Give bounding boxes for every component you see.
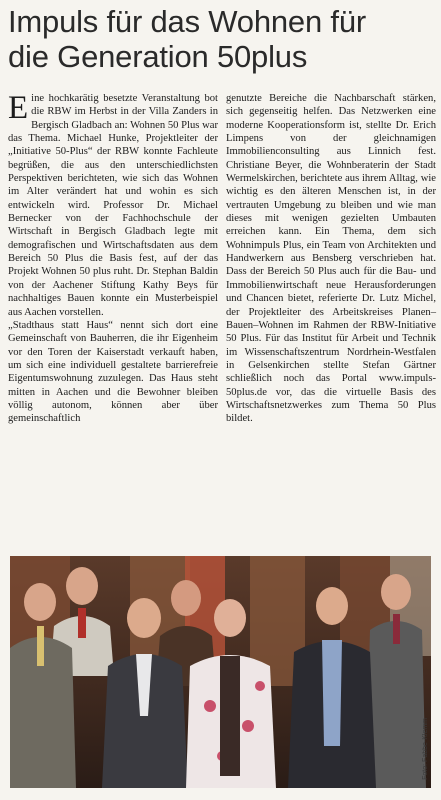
title-line-2: die Generation 50plus [8, 39, 308, 74]
paragraph-intro [8, 92, 218, 319]
group-photo [10, 556, 431, 788]
text-column-left [8, 92, 218, 426]
paragraph-intro-text: ine hochkarätig besetzte Veranstaltung bot die RBW im Herbst in der Villa Zanders in Bergisch Gladbach an: Wohnen 50 Plus war das Thema. Michael Hunke, Projektleiter der „Initiative 50-Plus“ der RBW konnte Fachleute begrüßen, die aus den unterschiedlichsten Perspektiven berichteten, wie sich das Wohnen im Alter verändert hat und wohin es sich entwickeln wird. Professor Dr. Michael Bernecker von der Fachhochschule der Wirtschaft in Bergisch Gladbach legte mit demografischen und Wirtschaftsdaten aus dem Bereich 50 Plus die Basis fest, auf der das Projekt Wohnen 50 plus ruht. Dr. Stephan Baldin von der Aachener Stiftung Kathy Beys für nachhaltiges Bauen konnte ein Musterbeispiel aus Aachen vorstellen. [8, 93, 218, 318]
drop-cap: E [8, 90, 29, 126]
paragraph-continued: genutzte Bereiche die Nachbarschaft stärken, sich gegenseitig helfen. Das Netzwerken eine moderne Kooperationsform ist, stellte Dr. Erich Limpens von der gleichnamigen Immobilienconsulting aus Linnich fest. Christiane Beyer, die Wohnberaterin der Stadt Wermelskirchen, berichtete aus ihrem Alltag, wie wichtig es den älteren Menschen ist, in der vertrauten Umgebung zu bleiben und wie man dieses mit wenigen gezielten Umbauten erreichen kann. Ein Thema, dem sich Wohnimpuls Plus, ein Team von Architekten und Handwerkern aus Bensberg verschrieben hat. Dass der Bereich 50 Plus auch für die Bau- und Immobilienwirtschaft neue Herausforderungen und Chancen bietet, referierte Dr. Lutz Michel, der Projektleiter des Arbeitskreises Planen–Bauen–Wohnen im Rahmen der RBW-Initiative 50 Plus. Für das Institut für Arbeit und Technik im Wissenschaftszentrum Nordrhein-Westfalen in Gelsenkirchen stellte Stefan Gärtner schließlich noch das Portal www.impuls-50plus.de vor, das die virtuelle Basis des Wirtschaftsnetzwerkes zum Thema 50 Plus bildet. [226, 93, 436, 425]
paragraph-stadthaus: „Stadthaus statt Haus“ nennt sich dort eine Gemeinschaft von Bauherren, die ihr Eigenheim vor den Toren der Kaiserstadt verkauft haben, um sich eine individuell gestaltete barrierefreie Eigentumswohnung zuzulegen. Das Haus steht mitten in Aachen und die Bewohner bleiben völlig autonom, können aber über gemeinschaftlich [8, 319, 218, 425]
article-title [8, 4, 433, 74]
photo-credit: Foto: Fabbe-Klemm [422, 718, 429, 780]
text-column-right [226, 92, 436, 426]
group-photo-illustration [10, 556, 431, 788]
title-line-1: Impuls für das Wohnen für [8, 4, 366, 39]
